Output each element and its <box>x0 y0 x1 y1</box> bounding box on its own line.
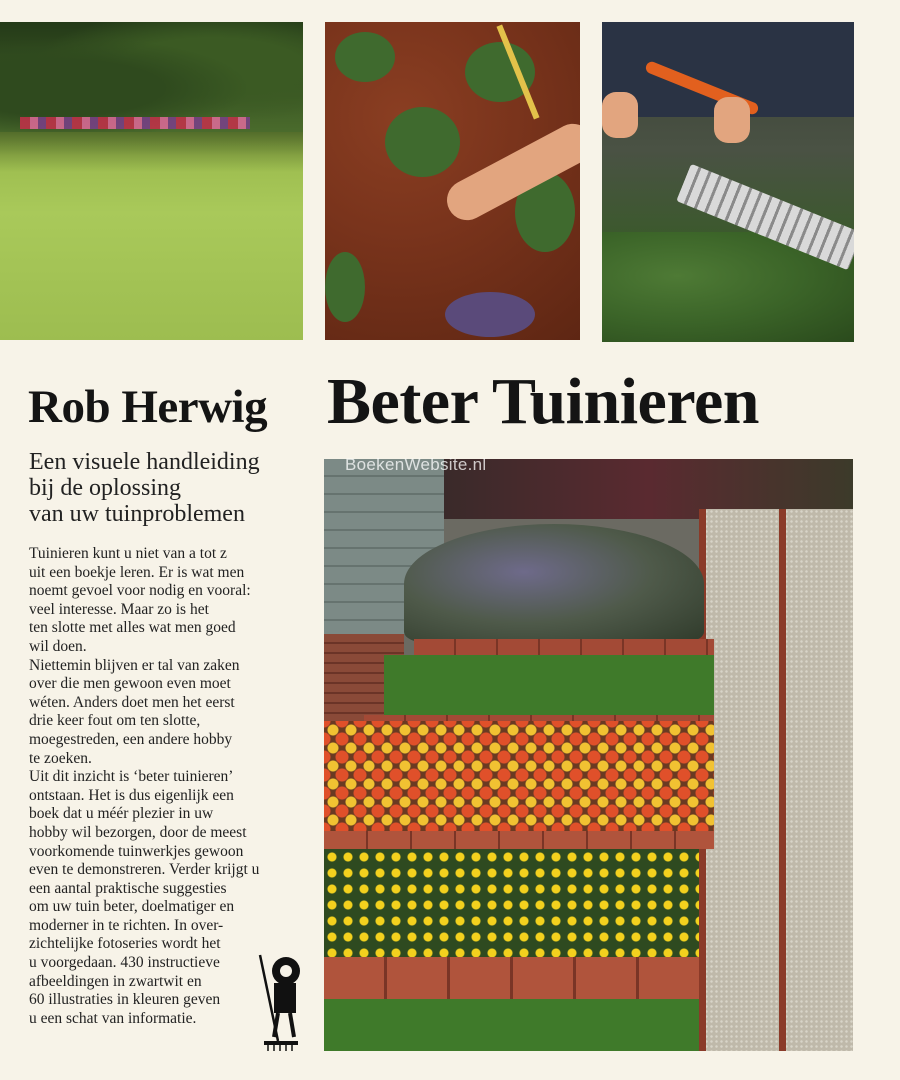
planting-photo <box>325 22 580 340</box>
blurb-line: om uw tuin beter, doelmatiger en <box>29 898 235 916</box>
gardener-rake-logo-icon <box>256 953 306 1053</box>
blurb-line: zichtelijke fotoseries wordt het <box>29 935 221 953</box>
blurb-line: 60 illustraties in kleuren geven <box>29 991 221 1009</box>
plant <box>335 32 395 82</box>
plant <box>325 252 365 322</box>
blurb-line: wéten. Anders doet men het eerst <box>29 693 235 711</box>
flower-bed-orange <box>324 721 714 831</box>
plant <box>445 292 535 337</box>
subtitle-line: van uw tuinproblemen <box>29 501 245 527</box>
blurb-line: Tuinieren kunt u niet van a tot z <box>29 545 227 562</box>
blurb-line: Niettemin blijven er tal van zaken <box>29 656 240 674</box>
hand <box>714 97 750 143</box>
blurb-line: even te demonstreren. Verder krijgt u <box>29 861 260 879</box>
subtitle-line: bij de oplossing <box>29 475 182 501</box>
lawn-photo <box>0 22 303 340</box>
blurb-line: u voorgedaan. 430 instructieve <box>29 954 220 972</box>
brick-border <box>414 639 714 655</box>
brick-edging <box>779 509 786 1051</box>
blurb-line: hobby wil bezorgen, door de meest <box>29 823 247 841</box>
author-name: Rob Herwig <box>28 381 268 433</box>
blurb-line: voorkomende tuinwerkjes gewoon <box>29 842 244 860</box>
subtitle-line: Een visuele handleiding <box>29 449 260 475</box>
book-title: Beter Tuinieren <box>327 365 759 438</box>
blurb-line: afbeeldingen in zwartwit en <box>29 972 202 990</box>
plant <box>385 107 460 177</box>
blurb-line: drie keer fout om ten slotte, <box>29 712 201 730</box>
blurb-line: moegestreden, een andere hobby <box>29 730 233 748</box>
hedge-trimmer-photo <box>602 22 854 342</box>
blurb-line: over die men gewoon even moet <box>29 675 231 693</box>
blurb-line: Uit dit inzicht is ‘beter tuinieren’ <box>29 768 234 786</box>
blurb-line: ten slotte met alles wat men goed <box>29 619 236 637</box>
gravel-path <box>699 509 853 1051</box>
blurb-line: noemt gevoel voor nodig en vooral: <box>29 582 251 600</box>
blurb-line: een aantal praktische suggesties <box>29 879 227 897</box>
blurb-line: u een schat van informatie. <box>29 1009 197 1027</box>
blurb-line: veel interesse. Maar zo is het <box>29 600 209 618</box>
hand <box>602 92 638 138</box>
blurb-line: uit een boekje leren. Er is wat men <box>29 563 245 581</box>
lawn-strip <box>384 655 714 715</box>
blurb-line: moderner in te richten. In over- <box>29 916 224 934</box>
lavender-shrubs <box>404 524 704 644</box>
blurb-line: te zoeken. <box>29 749 92 767</box>
trees-area <box>0 22 303 132</box>
blurb-line: boek dat u méér plezier in uw <box>29 805 214 823</box>
lawn-shade <box>0 132 303 172</box>
brick-border <box>324 831 714 849</box>
flower-border <box>20 117 250 129</box>
lawn-strip <box>324 999 699 1051</box>
watermark: BoekenWebsite.nl <box>345 455 487 474</box>
flowerbed-garden-photo <box>324 459 853 1051</box>
brick-border <box>324 957 699 999</box>
subtitle <box>29 449 321 527</box>
blurb-line: wil doen. <box>29 637 87 655</box>
blurb-line: ontstaan. Het is dus eigenlijk een <box>29 786 234 804</box>
flower-bed-marigolds <box>324 849 699 957</box>
